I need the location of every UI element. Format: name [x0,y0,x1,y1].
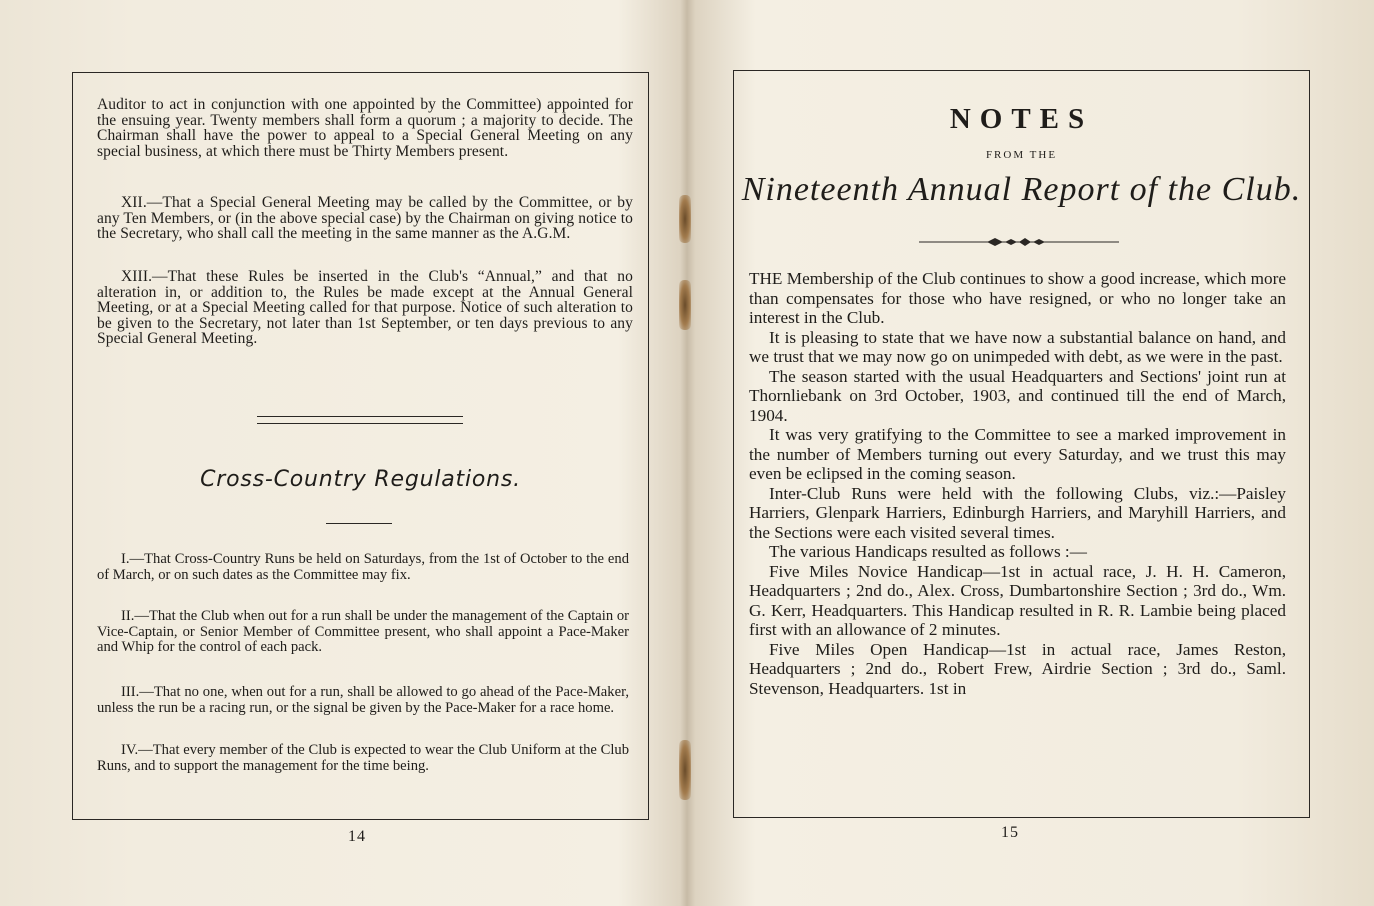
regulation-i: I.—That Cross-Country Runs be held on Saturdays, from the 1st of October to the end of March, or on such dates as the Committee may fix. [97,551,629,583]
from-the-label: FROM THE [985,149,1058,161]
regulation-ii: II.—That the Club when out for a run shall be under the management of the Captain or Vice-Captain, or Senior Member of Committee present, who shall appoint a Pace-Maker and Whip for the control of each pack. [97,608,629,656]
page-number-right: 15 [1001,824,1019,841]
right-page [687,0,1374,906]
notes-heading: NOTES [949,103,1094,135]
report-paragraph: THE Membership of the Club continues to show a good increase, which more than compensates for those who have resigned, or who no longer take an interest in the Club. [749,269,1286,327]
section-title: Cross-Country Regulations. [200,467,521,492]
page-number-left: 14 [348,828,366,845]
double-rule-divider [257,416,463,424]
report-paragraph: It was very gratifying to the Committee to see a marked improvement in the number of Members turning out every Saturday, and we trust this may even be eclipsed in the coming season. [749,425,1286,483]
report-paragraph: The various Handicaps resulted as follows :— [769,542,1087,561]
report-paragraph: The season started with the usual Headquarters and Sections' joint run at Thornliebank on 3rd October, 1903, and continued till the end of March, 1904. [749,366,1286,425]
regulation-iv: IV.—That every member of the Club is expected to wear the Club Uniform at the Club Runs, and to support the management for the time being. [97,742,629,774]
left-page-frame [72,72,649,820]
report-paragraph: Five Miles Open Handicap—1st in actual race, James Reston, Headquarters ; 2nd do., Robert Frew, Airdrie Section ; 3rd do., Saml. Stevenson, Headquarters. 1st in [749,639,1286,698]
left-page [0,0,684,906]
regulation-iii: III.—That no one, when out for a run, shall be allowed to go ahead of the Pace-Maker, unless the run be a racing run, or the signal be given by the Pace-Maker for a race home. [97,684,629,716]
rule-continuation: Auditor to act in conjunction with one appointed by the Committee) appointed for the ensuing year. Twenty members shall form a quorum ; a majority to decide. The Chairman shall have the power to appeal to a Special General Meeting on any special business, at which there must be Thirty Members present. [97,96,633,160]
report-paragraph: Inter-Club Runs were held with the following Clubs, viz.:—Paisley Harriers, Glenpark Harriers, Edinburgh Harriers, and Maryhill Harriers, and the Sections were each visited several times. [749,483,1286,542]
ornament-divider [919,237,1119,247]
report-paragraph: Five Miles Novice Handicap—1st in actual race, J. H. H. Cameron, Headquarters ; 2nd do., Alex. Cross, Dumbartonshire Section ; 3rd do., Wm. G. Kerr, Headquarters. This Handicap resulted in R. R. Lambie being placed first with an allowance of 2 minutes. [749,561,1286,639]
right-page-frame [733,70,1310,818]
report-paragraph: It is pleasing to state that we have now a substantial balance on hand, and we trust that we may now go on unimpeded with debt, as we were in the past. [749,327,1286,366]
report-title: Nineteenth Annual Report of the Club. [741,171,1302,208]
rule-xii: XII.—That a Special General Meeting may be called by the Committee, or by any Ten Members, or (in the above special case) by the Chairman on giving notice to the Secretary, who shall call the meeting in the same manner as the A.G.M. [97,194,633,243]
report-body [749,269,1286,698]
rule-xiii: XIII.—That these Rules be inserted in the Club's “Annual,” and that no alteration in, or addition to, the Rules be made except at the Annual General Meeting, or at a Special Meeting called for that purpose. Notice of such alteration to be given to the Secretary, not later than 1st September, or ten days previous to any Special General Meeting. [97,268,633,348]
short-rule [326,523,392,524]
